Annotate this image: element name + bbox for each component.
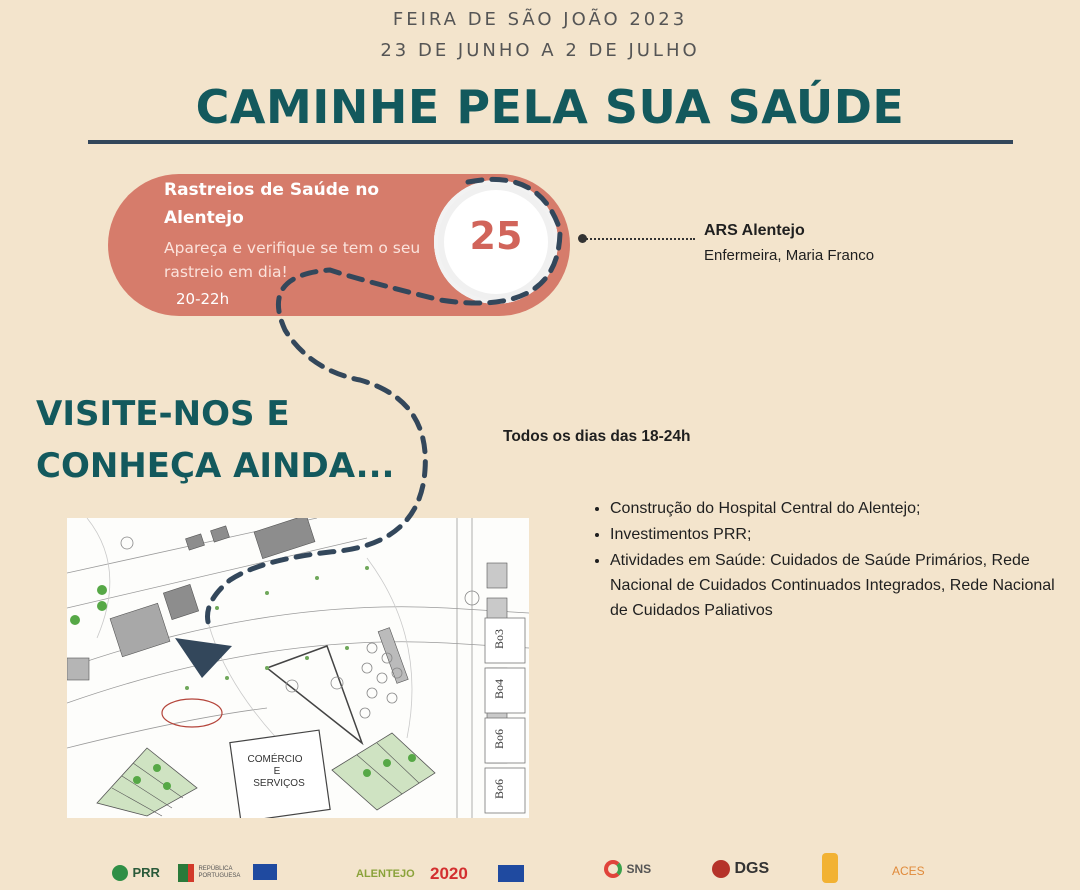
- event-card-title: Rastreios de Saúde no Alentejo: [164, 180, 380, 228]
- eu-flag-icon: [253, 864, 277, 880]
- aces-logo: ACES: [892, 864, 925, 878]
- list-item: • Construção do Hospital Central do Alentejo;: [610, 496, 1070, 521]
- partner-logos: [0, 850, 1080, 890]
- organization-contact: Enfermeira, Maria Franco: [704, 247, 875, 264]
- ars-logo-icon: [822, 853, 838, 883]
- lot-label: Bo4: [492, 678, 506, 699]
- list-item: • Atividades em Saúde: Cuidados de Saúde Primários, Rede Nacional de Cuidados Continuados Integrados, Rede Nacional de Cuidados Paliativos: [610, 548, 1070, 623]
- organization-name: ARS Alentejo: [704, 222, 805, 239]
- alentejo-logo: ALENTEJO: [356, 868, 415, 880]
- lot-label: Bo6: [492, 728, 506, 749]
- portugal-2020-logo: 2020: [430, 864, 468, 883]
- event-card-time: 20-22h: [176, 290, 230, 308]
- event-name: FEIRA DE SÃO JOÃO 2023: [392, 9, 688, 30]
- event-dates: 23 DE JUNHO A 2 DE JULHO: [380, 40, 700, 61]
- lot-label: Bo6: [492, 778, 506, 799]
- prr-logo: PRR: [112, 864, 160, 882]
- date-badge-number: 25: [469, 214, 523, 258]
- eu-flag-icon: [498, 865, 524, 882]
- map-label: COMÉRCIO: [247, 754, 303, 765]
- page-title: CAMINHE PELA SUA SAÚDE: [195, 80, 905, 134]
- dgs-logo: DGS: [712, 860, 769, 878]
- republica-portuguesa-logo: REPÚBLICA PORTUGUESA: [178, 864, 240, 882]
- map-label: E: [273, 766, 281, 777]
- list-item: • Investimentos PRR;: [610, 522, 1070, 547]
- sns-logo: SNS: [604, 860, 651, 878]
- event-card-description: Apareça e verifique se tem o seu rastreio em dia!: [164, 239, 421, 281]
- map-label: SERVIÇOS: [253, 778, 305, 789]
- visit-title: VISITE-NOS E CONHEÇA AINDA...: [36, 394, 395, 486]
- daily-hours: Todos os dias das 18-24h: [503, 428, 691, 445]
- lot-label: Bo3: [492, 628, 506, 649]
